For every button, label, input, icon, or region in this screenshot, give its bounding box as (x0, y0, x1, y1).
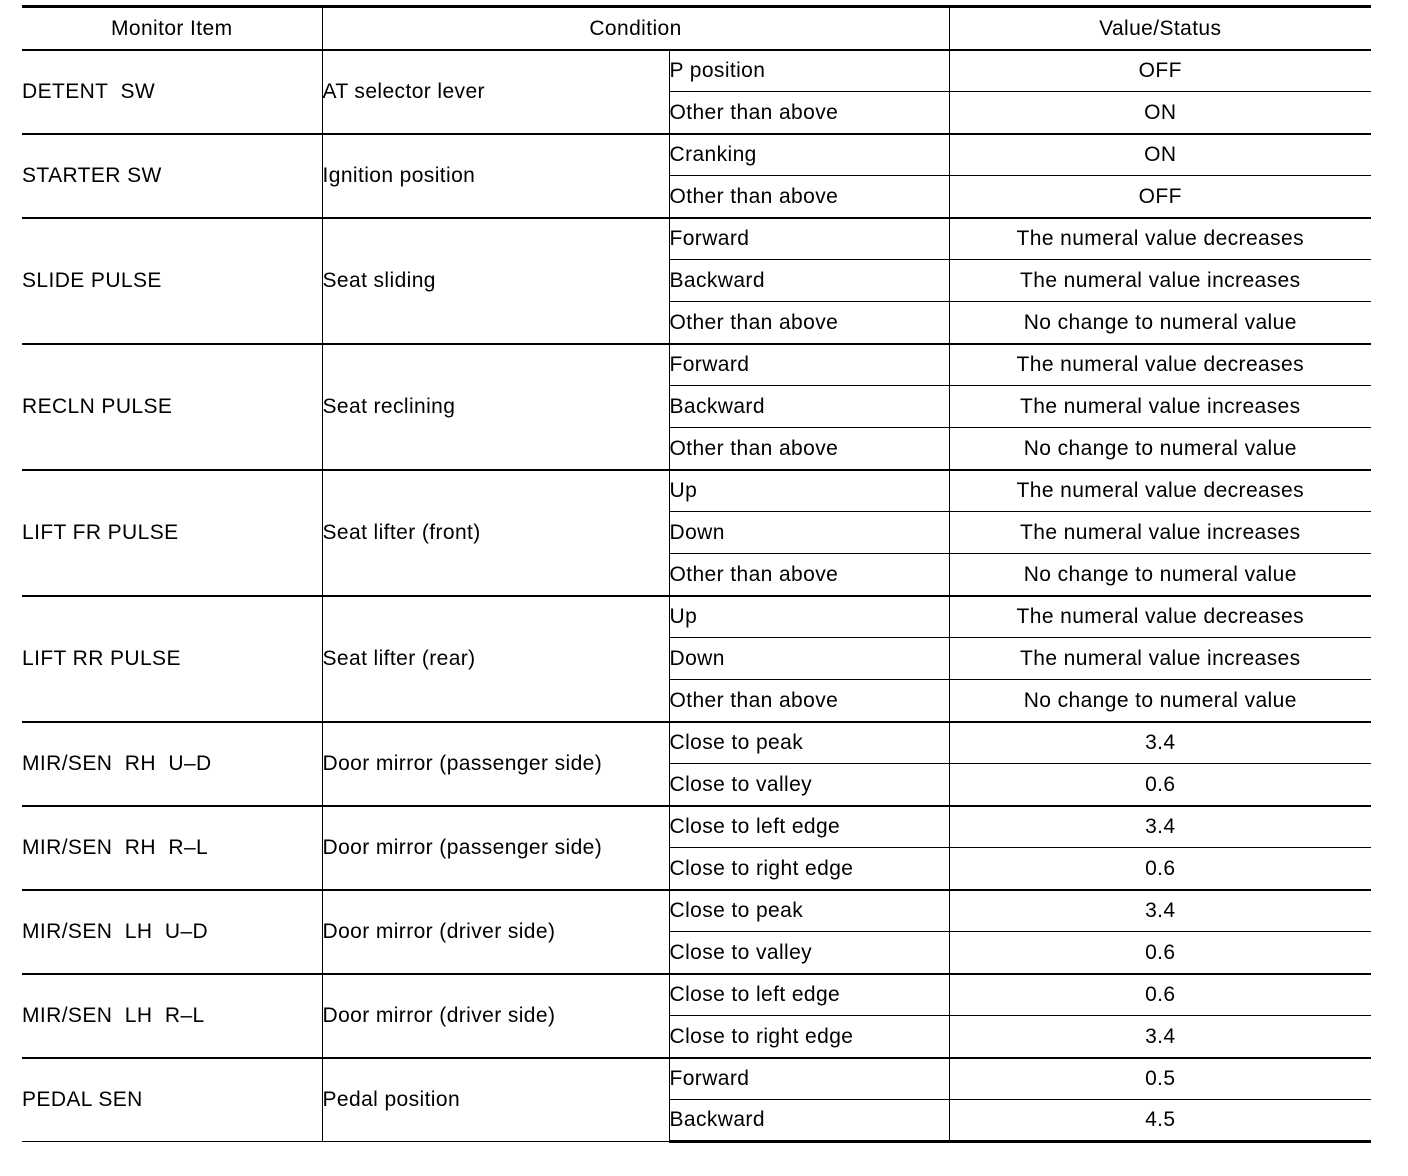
table-row (22, 806, 1371, 848)
sub-condition-cell: Other than above (669, 680, 949, 722)
sub-condition-cell: Close to valley (669, 764, 949, 806)
sub-condition-cell: Backward (669, 1100, 949, 1142)
value-status-cell: 3.4 (949, 806, 1371, 848)
condition-cell: Seat reclining (322, 344, 669, 470)
monitor-item-cell: DETENT SW (22, 50, 322, 134)
table-row (22, 218, 1371, 260)
value-status-cell: The numeral value decreases (949, 344, 1371, 386)
condition-cell: Door mirror (passenger side) (322, 722, 669, 806)
monitor-item-cell: LIFT FR PULSE (22, 470, 322, 596)
sub-condition-cell: Close to left edge (669, 806, 949, 848)
sub-condition-cell: Other than above (669, 428, 949, 470)
sub-condition-cell: Other than above (669, 554, 949, 596)
table-row (22, 890, 1371, 932)
sub-condition-cell: Close to right edge (669, 1016, 949, 1058)
condition-cell: Door mirror (driver side) (322, 974, 669, 1058)
monitor-item-cell: PEDAL SEN (22, 1058, 322, 1142)
sub-condition-cell: Forward (669, 1058, 949, 1100)
monitor-item-cell: SLIDE PULSE (22, 218, 322, 344)
sub-condition-cell: Close to valley (669, 932, 949, 974)
value-status-cell: The numeral value decreases (949, 218, 1371, 260)
sub-condition-cell: Down (669, 638, 949, 680)
table-row (22, 470, 1371, 512)
value-status-cell: The numeral value decreases (949, 470, 1371, 512)
sub-condition-cell: Up (669, 470, 949, 512)
value-status-cell: No change to numeral value (949, 554, 1371, 596)
sub-condition-cell: Close to peak (669, 722, 949, 764)
condition-cell: AT selector lever (322, 50, 669, 134)
table-row (22, 596, 1371, 638)
monitor-item-cell: MIR/SEN RH R–L (22, 806, 322, 890)
table-row (22, 344, 1371, 386)
sub-condition-cell: Backward (669, 386, 949, 428)
sub-condition-cell: Forward (669, 344, 949, 386)
sub-condition-cell: Forward (669, 218, 949, 260)
condition-cell: Pedal position (322, 1058, 669, 1142)
value-status-cell: No change to numeral value (949, 302, 1371, 344)
condition-cell: Door mirror (driver side) (322, 890, 669, 974)
sub-condition-cell: Up (669, 596, 949, 638)
value-status-cell: The numeral value decreases (949, 596, 1371, 638)
value-status-cell: No change to numeral value (949, 680, 1371, 722)
table-header (22, 7, 1371, 50)
monitor-item-cell: RECLN PULSE (22, 344, 322, 470)
sub-condition-cell: Other than above (669, 176, 949, 218)
value-status-cell: 4.5 (949, 1100, 1371, 1142)
header-value-status: Value/Status (949, 7, 1371, 50)
condition-cell: Seat lifter (rear) (322, 596, 669, 722)
table-row (22, 1058, 1371, 1100)
sub-condition-cell: Close to left edge (669, 974, 949, 1016)
value-status-cell: 0.6 (949, 848, 1371, 890)
value-status-cell: The numeral value increases (949, 260, 1371, 302)
sub-condition-cell: Close to peak (669, 890, 949, 932)
value-status-cell: No change to numeral value (949, 428, 1371, 470)
monitor-item-cell: MIR/SEN RH U–D (22, 722, 322, 806)
condition-cell: Seat lifter (front) (322, 470, 669, 596)
monitor-item-cell: LIFT RR PULSE (22, 596, 322, 722)
header-monitor-item: Monitor Item (22, 7, 322, 50)
table-row (22, 134, 1371, 176)
sub-condition-cell: P position (669, 50, 949, 92)
value-status-cell: OFF (949, 50, 1371, 92)
monitor-item-cell: MIR/SEN LH R–L (22, 974, 322, 1058)
value-status-cell: The numeral value increases (949, 386, 1371, 428)
header-row (22, 7, 1371, 50)
value-status-cell: The numeral value increases (949, 638, 1371, 680)
value-status-cell: 3.4 (949, 722, 1371, 764)
condition-cell: Ignition position (322, 134, 669, 218)
value-status-cell: 3.4 (949, 890, 1371, 932)
sub-condition-cell: Other than above (669, 92, 949, 134)
value-status-cell: 0.6 (949, 974, 1371, 1016)
value-status-cell: 0.6 (949, 932, 1371, 974)
monitor-item-table (22, 5, 1371, 1143)
table-row (22, 974, 1371, 1016)
sub-condition-cell: Close to right edge (669, 848, 949, 890)
sub-condition-cell: Down (669, 512, 949, 554)
value-status-cell: OFF (949, 176, 1371, 218)
sub-condition-cell: Cranking (669, 134, 949, 176)
header-condition: Condition (322, 7, 949, 50)
sub-condition-cell: Backward (669, 260, 949, 302)
monitor-item-cell: STARTER SW (22, 134, 322, 218)
value-status-cell: 3.4 (949, 1016, 1371, 1058)
value-status-cell: ON (949, 92, 1371, 134)
value-status-cell: 0.5 (949, 1058, 1371, 1100)
monitor-item-cell: MIR/SEN LH U–D (22, 890, 322, 974)
value-status-cell: 0.6 (949, 764, 1371, 806)
sub-condition-cell: Other than above (669, 302, 949, 344)
table-body (22, 50, 1371, 1142)
value-status-cell: ON (949, 134, 1371, 176)
table-row (22, 50, 1371, 92)
table-row (22, 722, 1371, 764)
condition-cell: Door mirror (passenger side) (322, 806, 669, 890)
value-status-cell: The numeral value increases (949, 512, 1371, 554)
condition-cell: Seat sliding (322, 218, 669, 344)
